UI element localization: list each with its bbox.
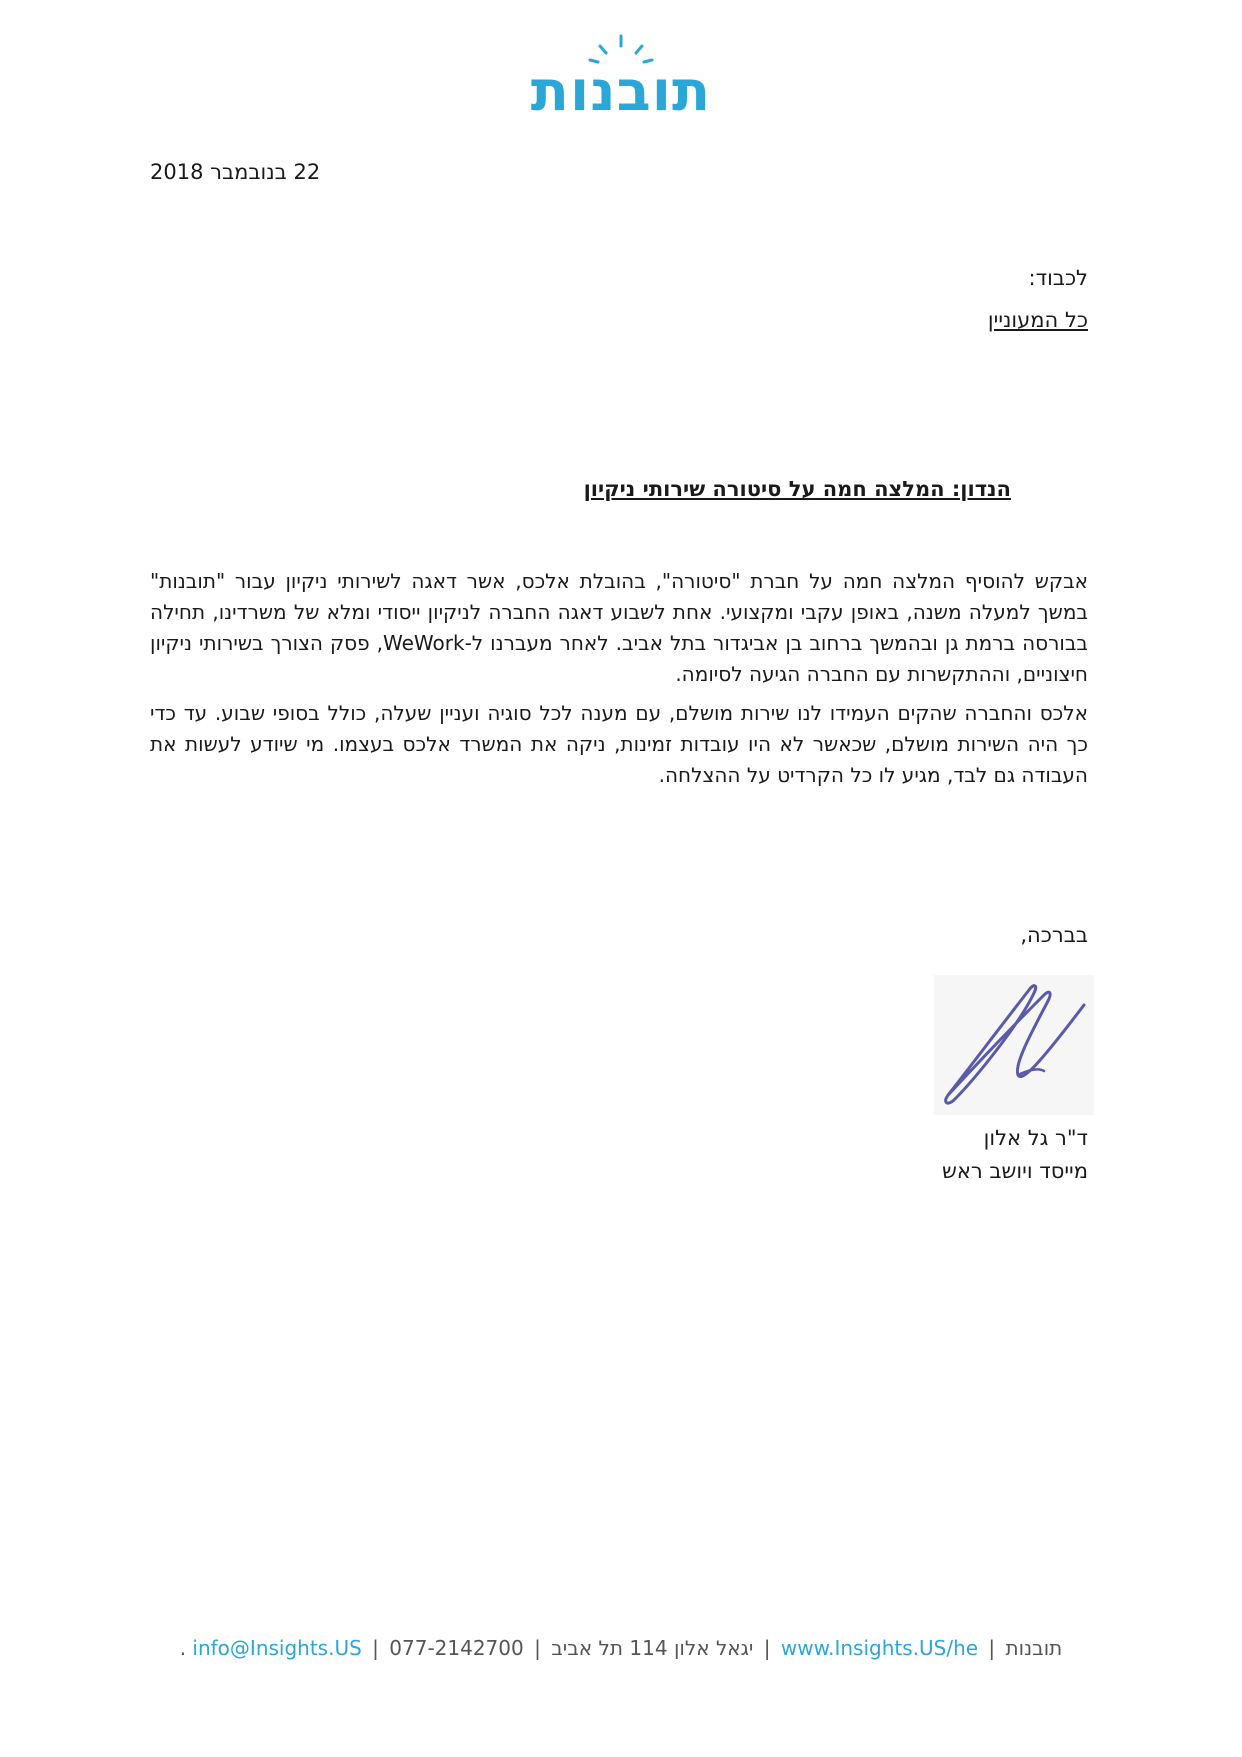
footer-separator: |	[534, 1636, 541, 1660]
footer-address: יגאל אלון 114 תל אביב	[551, 1636, 754, 1660]
footer-separator: |	[763, 1636, 771, 1660]
footer-company: תובנות	[1005, 1636, 1063, 1660]
body-paragraph: אבקש להוסיף המלצה חמה על חברת "סיטורה", בהובלת אלכס, אשר דאגה לשירותי ניקיון עבור "תובנות" במשך למעלה משנה, באופן עקבי ומקצועי. אחת לשבוע דאגה החברה לניקיון ייסודי ומלא של משרדינו, תחילה בבורסה ברמת גן ובהמשך ברחוב בן אביגדור בתל אביב. לאחר מעברנו ל-WeWork, פסק הצורך בשירותי ניקיון חיצוניים, וההתקשרות עם החברה הגיעה לסיומה.	[150, 569, 1088, 686]
company-logo	[516, 34, 726, 126]
recipient-name: כל המעוניין	[987, 308, 1088, 332]
recipient-block	[988, 257, 1088, 341]
body-paragraph: אלכס והחברה שהקים העמידו לנו שירות מושלם, עם מענה לכל סוגיה ועניין שעלה, כולל בסופי שבוע. עד כדי כך היה השירות מושלם, שכאשר לא היו עובדות זמינות, ניקה את המשרד אלכס בעצמו. מי שיודע לעשות את העבודה גם לבד, מגיע לו כל הקרדיט על ההצלחה.	[150, 701, 1088, 787]
footer-separator: |	[372, 1636, 379, 1660]
footer-phone: 077-2142700	[389, 1636, 524, 1660]
footer-separator: |	[988, 1636, 996, 1660]
signer-block	[942, 1122, 1088, 1188]
footer-trailing-dot: .	[179, 1636, 187, 1660]
handwritten-signature	[934, 975, 1094, 1115]
footer-website-link[interactable]: www.Insights.US/he	[780, 1636, 979, 1660]
letter-closing: בברכה,	[1020, 923, 1088, 947]
signer-name: ד"ר גל אלון	[983, 1126, 1088, 1150]
recipient-label: לכבוד:	[1028, 266, 1088, 290]
signer-title: מייסד ויושב ראש	[941, 1159, 1088, 1183]
letter-subject: הנדון: המלצה חמה על סיטורה שירותי ניקיון	[583, 477, 1011, 501]
letter-date: 22 בנובמבר 2018	[150, 160, 321, 184]
logo-wordmark: תובנות	[530, 59, 712, 124]
letter-body	[150, 566, 1088, 799]
footer-email-link[interactable]: info@Insights.US	[192, 1636, 362, 1660]
letter-footer	[0, 1636, 1242, 1660]
